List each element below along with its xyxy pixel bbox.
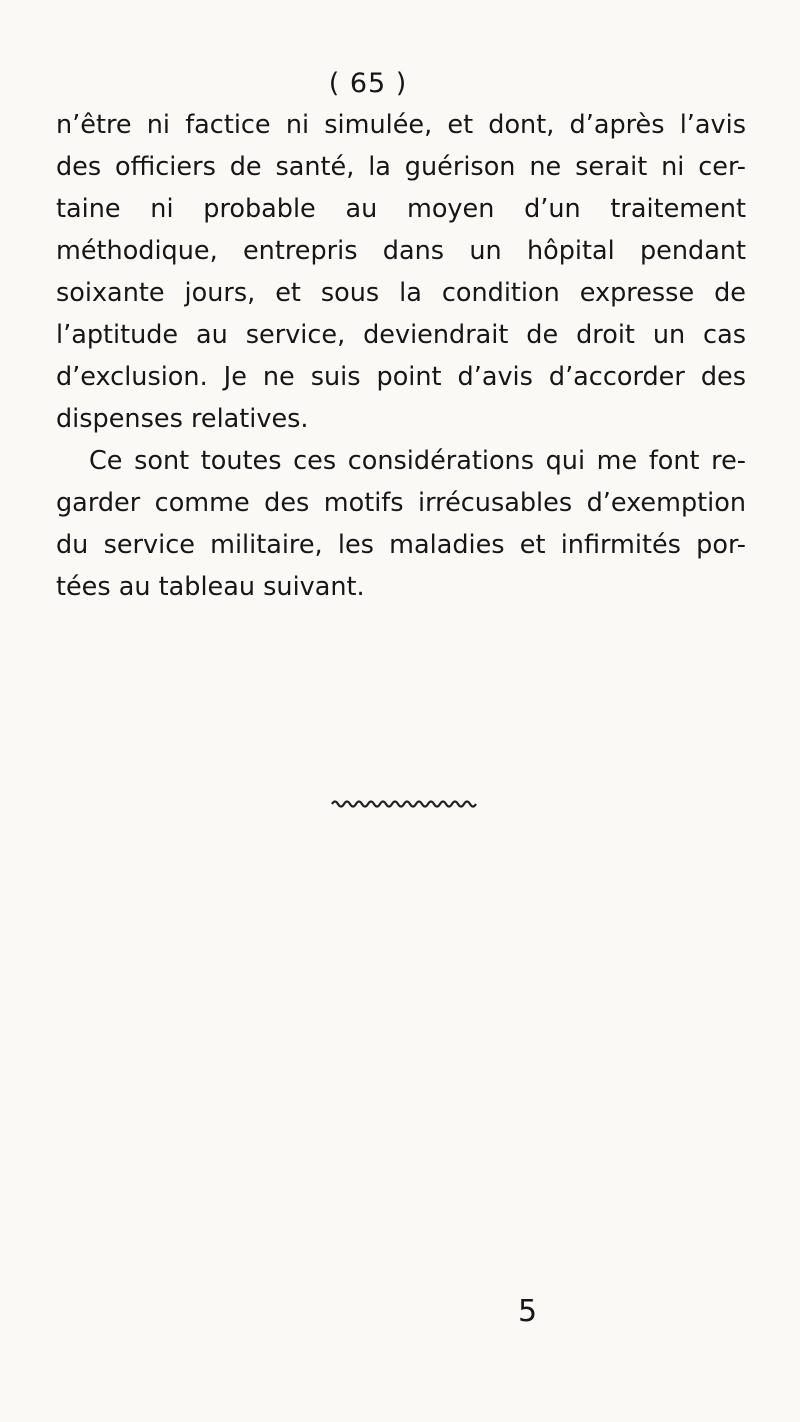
text-line: du service militaire, les maladies et infirmités por- bbox=[56, 530, 746, 560]
text-line: méthodique, entrepris dans un hôpital pendant bbox=[56, 236, 746, 266]
paragraph bbox=[56, 440, 746, 608]
text-line: des officiers de santé, la guérison ne serait ni cer- bbox=[56, 152, 746, 182]
text-line: tées au tableau suivant. bbox=[56, 572, 365, 602]
text-line: taine ni probable au moyen d’un traitement bbox=[56, 194, 746, 224]
signature-mark: 5 bbox=[518, 1294, 538, 1329]
text-line: dispenses relatives. bbox=[56, 404, 309, 434]
text-line: d’exclusion. Je ne suis point d’avis d’accorder des bbox=[56, 362, 746, 392]
decorative-rule-ornament bbox=[330, 798, 480, 810]
text-line: soixante jours, et sous la condition expresse de bbox=[56, 278, 746, 308]
paragraph bbox=[56, 104, 746, 440]
text-line: garder comme des motifs irrécusables d’exemption bbox=[56, 488, 746, 518]
text-line: n’être ni factice ni simulée, et dont, d’après l’avis bbox=[56, 110, 746, 140]
text-line: Ce sont toutes ces considérations qui me font re- bbox=[89, 446, 746, 476]
page-number: ( 65 ) bbox=[328, 68, 408, 99]
text-line: l’aptitude au service, deviendrait de droit un cas bbox=[56, 320, 746, 350]
text-block bbox=[56, 104, 746, 608]
